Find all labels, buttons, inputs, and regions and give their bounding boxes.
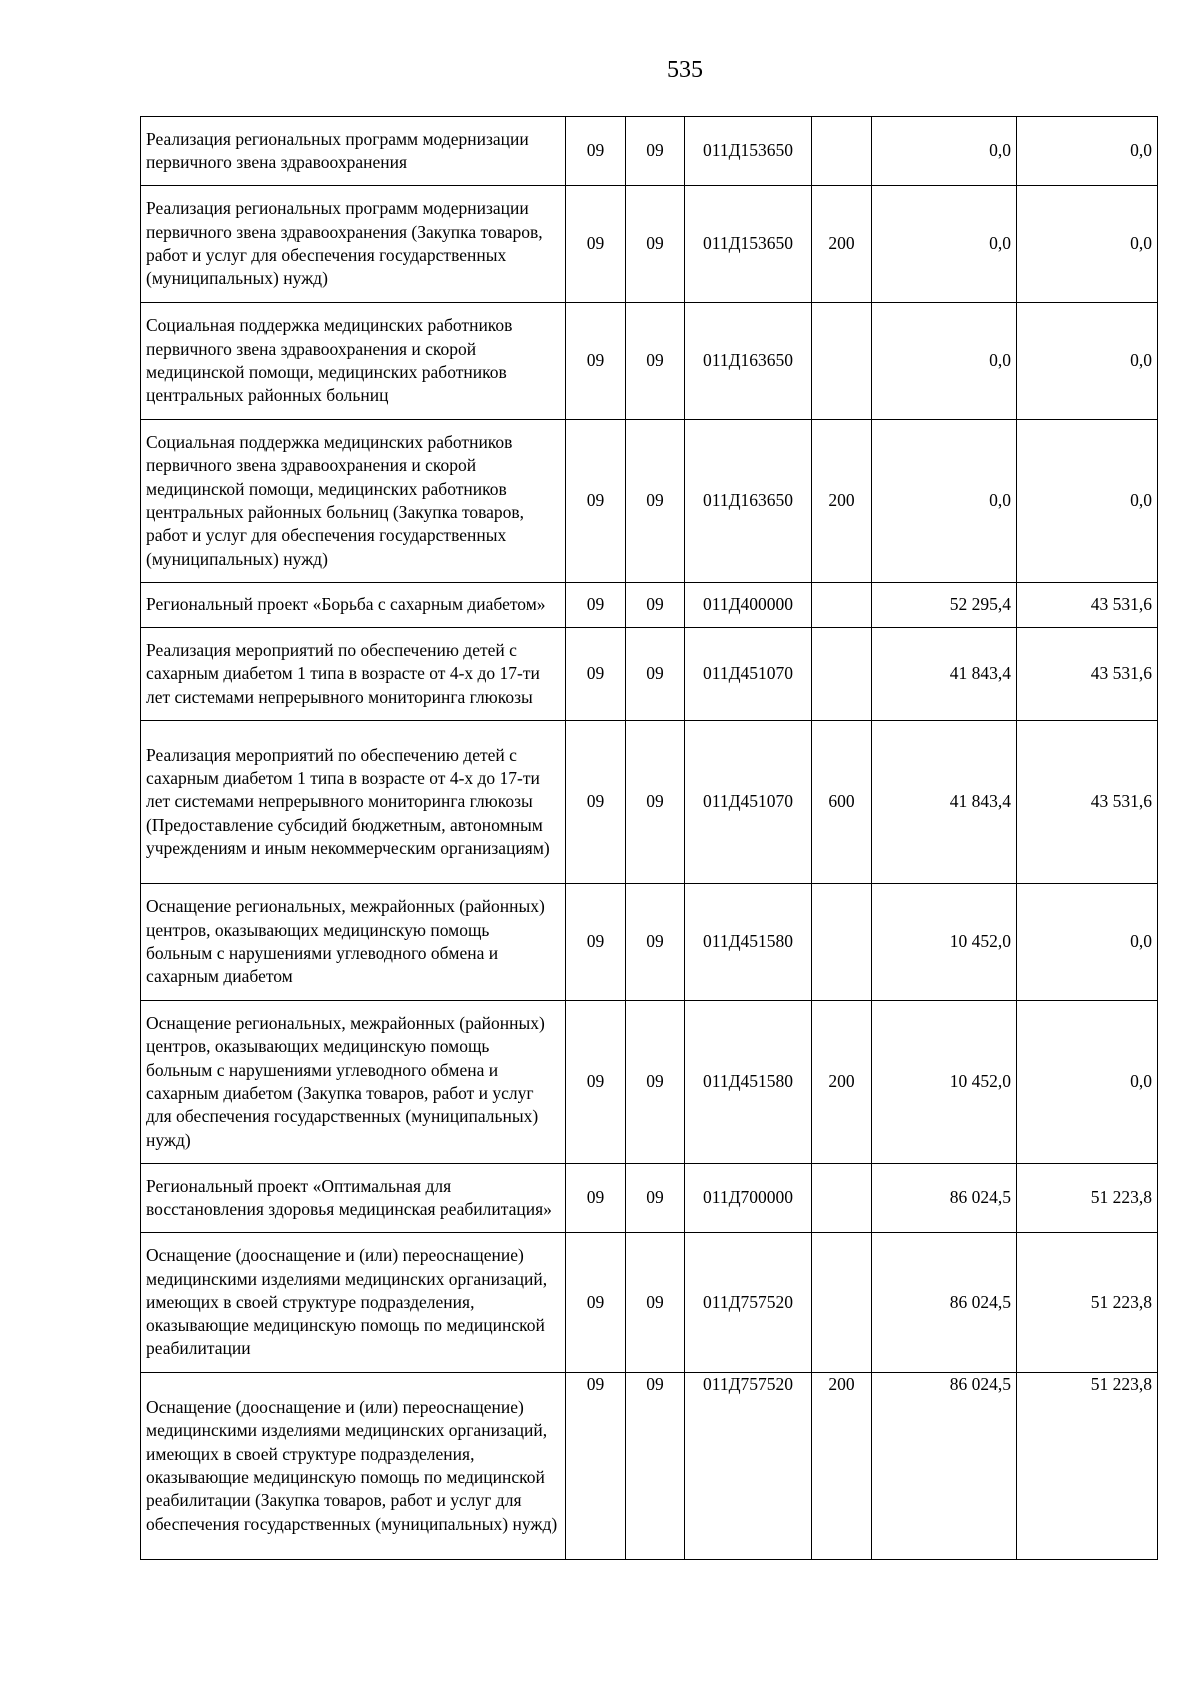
table-row xyxy=(141,1373,1158,1560)
table-row xyxy=(141,583,1158,628)
budget-item-name: Реализация мероприятий по обеспечению детей с сахарным диабетом 1 типа в возрасте от 4-х до 17-ти лет системами непрерывного мониторинга глюкозы (Предоставление субсидий бюджетным, автономным учреждениям и иным некоммерческим организациям) xyxy=(141,721,566,884)
budget-item-name: Оснащение (дооснащение и (или) переоснащение) медицинскими изделиями медицинских организаций, имеющих в своей структуре подразделения, оказывающие медицинскую помощь по медицинской реабилитации (Закупка товаров, работ и услуг для обеспечения государственных (муниципальных) нужд) xyxy=(141,1373,566,1560)
subsection-code: 09 xyxy=(626,628,685,721)
expense-type-code xyxy=(812,1233,872,1373)
section-code: 09 xyxy=(566,186,626,303)
section-code: 09 xyxy=(566,628,626,721)
amount-year-2: 0,0 xyxy=(1017,1001,1158,1164)
target-article-code: 011Д451580 xyxy=(685,1001,812,1164)
target-article-code: 011Д153650 xyxy=(685,117,812,186)
budget-item-name: Социальная поддержка медицинских работников первичного звена здравоохранения и скорой медицинской помощи, медицинских работников центральных районных больниц (Закупка товаров, работ и услуг для обеспечения государственных (муниципальных) нужд) xyxy=(141,420,566,583)
section-code: 09 xyxy=(566,884,626,1001)
expense-type-code xyxy=(812,884,872,1001)
budget-item-name: Реализация региональных программ модернизации первичного звена здравоохранения xyxy=(141,117,566,186)
target-article-code: 011Д153650 xyxy=(685,186,812,303)
target-article-code: 011Д757520 xyxy=(685,1233,812,1373)
section-code: 09 xyxy=(566,583,626,628)
amount-year-2: 51 223,8 xyxy=(1017,1373,1158,1560)
table-row xyxy=(141,1164,1158,1233)
budget-item-name: Реализация региональных программ модернизации первичного звена здравоохранения (Закупка товаров, работ и услуг для обеспечения государственных (муниципальных) нужд) xyxy=(141,186,566,303)
subsection-code: 09 xyxy=(626,1001,685,1164)
amount-year-1: 41 843,4 xyxy=(872,721,1017,884)
table-row xyxy=(141,420,1158,583)
target-article-code: 011Д700000 xyxy=(685,1164,812,1233)
target-article-code: 011Д757520 xyxy=(685,1373,812,1560)
budget-table xyxy=(140,116,1158,1560)
subsection-code: 09 xyxy=(626,117,685,186)
target-article-code: 011Д163650 xyxy=(685,420,812,583)
amount-year-1: 86 024,5 xyxy=(872,1373,1017,1560)
subsection-code: 09 xyxy=(626,1164,685,1233)
amount-year-2: 0,0 xyxy=(1017,420,1158,583)
section-code: 09 xyxy=(566,1373,626,1560)
amount-year-1: 10 452,0 xyxy=(872,1001,1017,1164)
budget-item-name: Оснащение региональных, межрайонных (районных) центров, оказывающих медицинскую помощь больным с нарушениями углеводного обмена и сахарным диабетом xyxy=(141,884,566,1001)
expense-type-code xyxy=(812,117,872,186)
amount-year-1: 0,0 xyxy=(872,117,1017,186)
amount-year-1: 0,0 xyxy=(872,303,1017,420)
amount-year-2: 0,0 xyxy=(1017,884,1158,1001)
section-code: 09 xyxy=(566,117,626,186)
target-article-code: 011Д163650 xyxy=(685,303,812,420)
amount-year-1: 86 024,5 xyxy=(872,1233,1017,1373)
amount-year-2: 43 531,6 xyxy=(1017,628,1158,721)
amount-year-1: 86 024,5 xyxy=(872,1164,1017,1233)
table-row xyxy=(141,117,1158,186)
amount-year-1: 10 452,0 xyxy=(872,884,1017,1001)
target-article-code: 011Д400000 xyxy=(685,583,812,628)
amount-year-2: 43 531,6 xyxy=(1017,721,1158,884)
section-code: 09 xyxy=(566,721,626,884)
budget-item-name: Региональный проект «Борьба с сахарным диабетом» xyxy=(141,583,566,628)
expense-type-code xyxy=(812,1164,872,1233)
expense-type-code: 200 xyxy=(812,420,872,583)
expense-type-code: 200 xyxy=(812,186,872,303)
target-article-code: 011Д451580 xyxy=(685,884,812,1001)
subsection-code: 09 xyxy=(626,721,685,884)
table-row xyxy=(141,628,1158,721)
section-code: 09 xyxy=(566,420,626,583)
target-article-code: 011Д451070 xyxy=(685,628,812,721)
subsection-code: 09 xyxy=(626,303,685,420)
expense-type-code xyxy=(812,628,872,721)
subsection-code: 09 xyxy=(626,583,685,628)
budget-item-name: Оснащение (дооснащение и (или) переоснащение) медицинскими изделиями медицинских организаций, имеющих в своей структуре подразделения, оказывающие медицинскую помощь по медицинской реабилитации xyxy=(141,1233,566,1373)
budget-item-name: Региональный проект «Оптимальная для восстановления здоровья медицинская реабилитация» xyxy=(141,1164,566,1233)
amount-year-2: 43 531,6 xyxy=(1017,583,1158,628)
budget-item-name: Оснащение региональных, межрайонных (районных) центров, оказывающих медицинскую помощь больным с нарушениями углеводного обмена и сахарным диабетом (Закупка товаров, работ и услуг для обеспечения государственных (муниципальных) нужд) xyxy=(141,1001,566,1164)
amount-year-2: 51 223,8 xyxy=(1017,1233,1158,1373)
section-code: 09 xyxy=(566,1233,626,1373)
subsection-code: 09 xyxy=(626,1233,685,1373)
amount-year-1: 0,0 xyxy=(872,186,1017,303)
expense-type-code xyxy=(812,583,872,628)
target-article-code: 011Д451070 xyxy=(685,721,812,884)
table-row xyxy=(141,1233,1158,1373)
section-code: 09 xyxy=(566,303,626,420)
budget-item-name: Социальная поддержка медицинских работников первичного звена здравоохранения и скорой медицинской помощи, медицинских работников центральных районных больниц xyxy=(141,303,566,420)
page-number: 535 xyxy=(667,57,703,83)
budget-item-name: Реализация мероприятий по обеспечению детей с сахарным диабетом 1 типа в возрасте от 4-х до 17-ти лет системами непрерывного мониторинга глюкозы xyxy=(141,628,566,721)
table-row xyxy=(141,721,1158,884)
amount-year-2: 0,0 xyxy=(1017,186,1158,303)
expense-type-code: 200 xyxy=(812,1001,872,1164)
subsection-code: 09 xyxy=(626,1373,685,1560)
amount-year-2: 0,0 xyxy=(1017,303,1158,420)
expense-type-code: 200 xyxy=(812,1373,872,1560)
amount-year-1: 41 843,4 xyxy=(872,628,1017,721)
amount-year-1: 0,0 xyxy=(872,420,1017,583)
amount-year-2: 51 223,8 xyxy=(1017,1164,1158,1233)
expense-type-code xyxy=(812,303,872,420)
section-code: 09 xyxy=(566,1001,626,1164)
table-row xyxy=(141,1001,1158,1164)
table-row xyxy=(141,186,1158,303)
amount-year-2: 0,0 xyxy=(1017,117,1158,186)
subsection-code: 09 xyxy=(626,186,685,303)
amount-year-1: 52 295,4 xyxy=(872,583,1017,628)
expense-type-code: 600 xyxy=(812,721,872,884)
table-row xyxy=(141,303,1158,420)
subsection-code: 09 xyxy=(626,420,685,583)
table-row xyxy=(141,884,1158,1001)
section-code: 09 xyxy=(566,1164,626,1233)
subsection-code: 09 xyxy=(626,884,685,1001)
